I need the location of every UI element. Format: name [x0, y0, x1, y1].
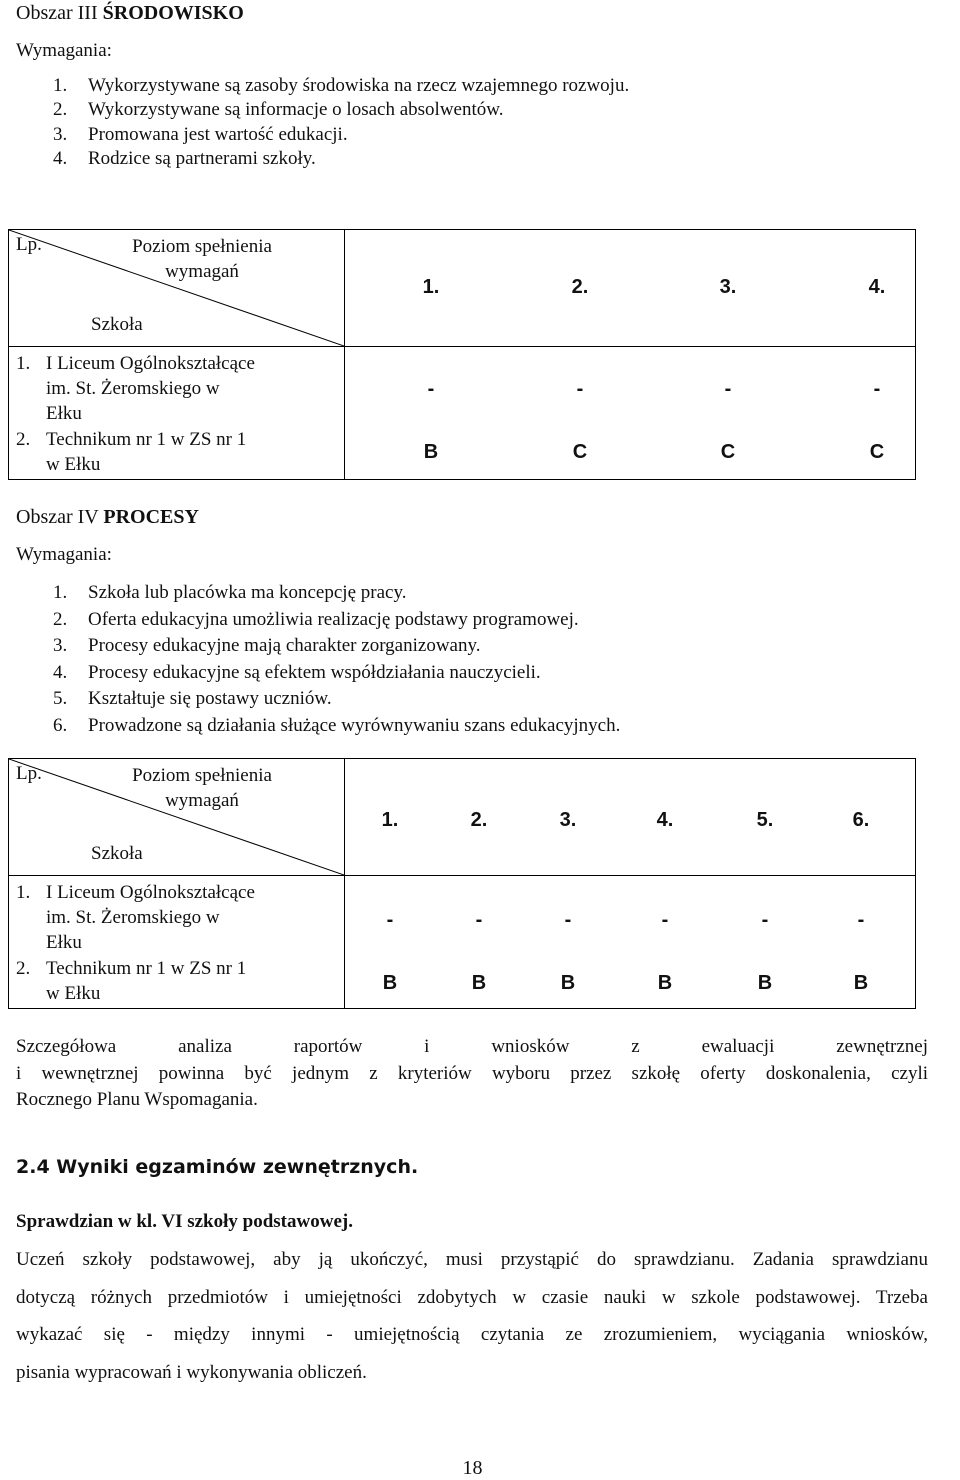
list-item: 3. Procesy edukacyjne mają charakter zorganizowany.: [53, 635, 481, 656]
analysis-paragraph: Szczegółowa analiza raportów i wniosków z ewaluacji zewnętrznej i wewnętrznej powinna być jednym z kryteriów wyboru przez szkołę oferty doskonalenia, czyli Rocznego Planu Wspomagania.: [16, 1036, 928, 1110]
value-cell: -: [857, 909, 865, 931]
column-header: 1.: [381, 809, 399, 831]
page-number: 18: [462, 1457, 483, 1479]
area4-table: [8, 758, 916, 1009]
list-item: 5. Kształtuje się postawy uczniów.: [53, 688, 332, 709]
section-heading: 2.4 Wyniki egzaminów zewnętrznych.: [16, 1156, 419, 1178]
level-header: Poziom spełnienia wymagań: [132, 765, 272, 811]
value-cell: B: [853, 972, 869, 994]
column-header: 3.: [719, 276, 737, 298]
list-item: 3. Promowana jest wartość edukacji.: [53, 123, 348, 145]
value-cell: -: [564, 909, 572, 931]
list-item: 2. Wykorzystywane są informacje o losach absolwentów.: [53, 99, 504, 121]
subheading: Sprawdzian w kl. VI szkoły podstawowej.: [16, 1211, 353, 1232]
value-cell: -: [724, 378, 732, 400]
list-item: 6. Prowadzone są działania służące wyrównywaniu szans edukacyjnych.: [53, 714, 621, 736]
column-header: 4.: [868, 276, 886, 298]
column-header: 2.: [470, 809, 488, 831]
table-header-diagonal-cell: [9, 759, 345, 876]
value-cell: -: [661, 909, 669, 931]
area3-heading: Obszar III ŚRODOWISKO: [16, 2, 244, 24]
lp-header: Lp.: [16, 234, 42, 255]
value-cell: -: [427, 378, 435, 400]
value-cell: B: [757, 972, 773, 994]
value-cell: B: [423, 441, 439, 463]
list-item: 1. Wykorzystywane są zasoby środowiska na rzecz wzajemnego rozwoju.: [53, 75, 630, 96]
column-header: 2.: [571, 276, 589, 298]
list-item: 4. Procesy edukacyjne są efektem współdziałania nauczycieli.: [53, 661, 541, 683]
area4-requirements-list: [53, 580, 620, 739]
column-headers-cell: [345, 759, 916, 876]
schools-cell: 1. I Liceum Ogólnokształcące im. St. Żeromskiego w Ełku 2. Technikum nr 1 w ZS nr 1 w Ełku: [9, 876, 345, 1009]
values-cell: [345, 347, 916, 480]
area4-requirements-label: Wymagania:: [16, 544, 112, 565]
list-item: 4. Rodzice są partnerami szkoły.: [53, 147, 316, 169]
value-cell: C: [572, 441, 588, 463]
school-header: Szkoła: [91, 314, 143, 335]
value-cell: -: [386, 909, 394, 931]
column-header: 6.: [852, 809, 870, 831]
lp-header: Lp.: [16, 763, 42, 784]
value-cell: -: [761, 909, 769, 931]
value-cell: B: [657, 972, 673, 994]
values-cell: [345, 876, 916, 1009]
value-cell: -: [576, 378, 584, 400]
column-header: 3.: [559, 809, 577, 831]
column-headers-cell: [345, 230, 916, 347]
value-cell: B: [560, 972, 576, 994]
column-header: 4.: [656, 809, 674, 831]
column-header: 5.: [756, 809, 774, 831]
area3-table: [8, 229, 916, 480]
table-header-diagonal-cell: [9, 230, 345, 347]
value-cell: -: [873, 378, 881, 400]
value-cell: B: [471, 972, 487, 994]
list-item: 2. Oferta edukacyjna umożliwia realizację podstawy programowej.: [53, 608, 579, 630]
value-cell: C: [720, 441, 736, 463]
level-header: Poziom spełnienia wymagań: [132, 236, 272, 282]
schools-cell: 1. I Liceum Ogólnokształcące im. St. Żeromskiego w Ełku 2. Technikum nr 1 w ZS nr 1 w Ełku: [9, 347, 345, 480]
area3-requirements-label: Wymagania:: [16, 40, 112, 61]
school-header: Szkoła: [91, 843, 143, 864]
area4-heading: Obszar IV PROCESY: [16, 506, 199, 528]
value-cell: C: [869, 441, 885, 463]
area3-requirements-list: [53, 74, 629, 171]
exam-description: Uczeń szkoły podstawowej, aby ją ukończyć, musi przystąpić do sprawdzianu. Zadania sprawdzianu dotyczą różnych przedmiotów i umiejętności zdobytych w czasie nauki w szkole podstawowej. Trzeba wykazać się - między innymi - umiejętnością czytania ze zrozumieniem, wyciągania wniosków, pisania wypracowań i wykonywania obliczeń.: [16, 1249, 928, 1383]
list-item: 1. Szkoła lub placówka ma koncepcję pracy.: [53, 582, 407, 603]
value-cell: B: [382, 972, 398, 994]
column-header: 1.: [422, 276, 440, 298]
value-cell: -: [475, 909, 483, 931]
